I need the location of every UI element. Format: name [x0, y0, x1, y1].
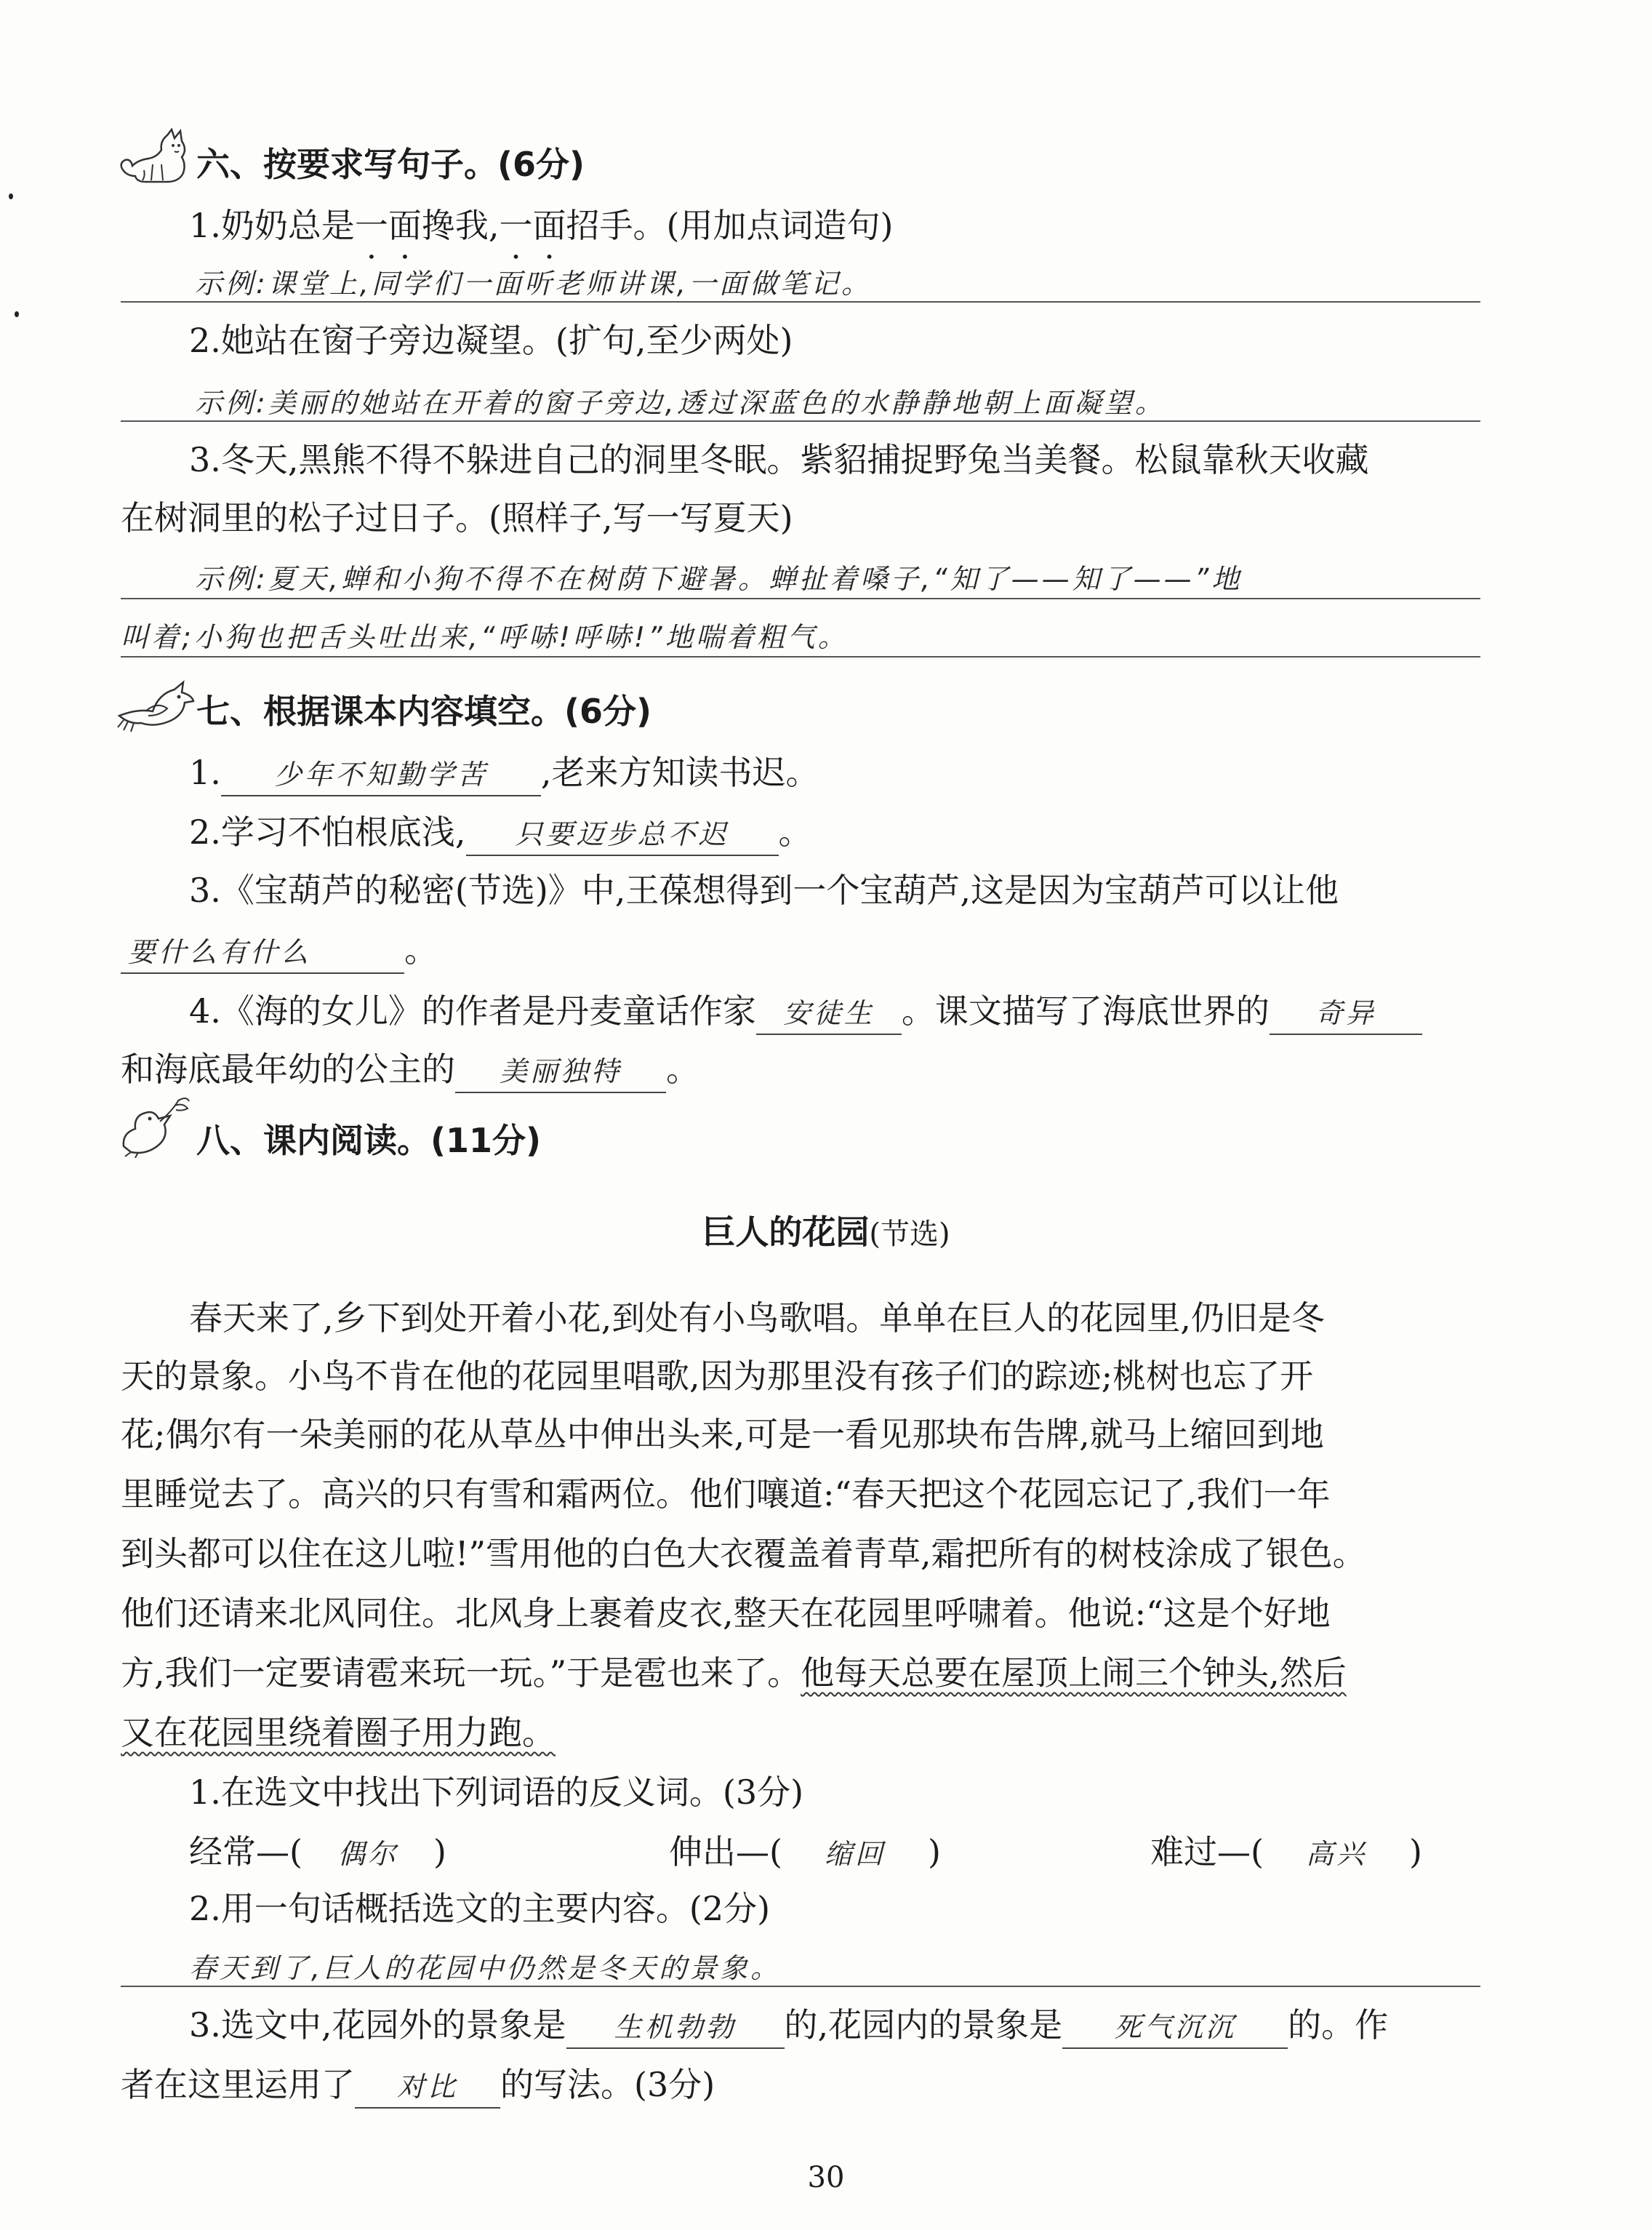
answer-line [121, 656, 1480, 658]
s6-q1: 1.奶奶总是一面搀我,一面招手。(用加点词造句) [189, 206, 894, 245]
s7-q4-line2: 和海底最年幼的公主的 美丽独特 。 [121, 1049, 699, 1093]
s8-q1-pair-3: 难过—( 高兴 ) [1150, 1831, 1422, 1874]
s8-q2: 2.用一句话概括选文的主要内容。(2分) [189, 1889, 771, 1928]
passage-line-4: 里睡觉去了。高兴的只有雪和霜两位。他们嚷道:“春天把这个花园忘记了,我们一年 [121, 1474, 1331, 1514]
s6-q2-answer: 示例:美丽的她站在开着的窗子旁边,透过深蓝色的水静静地朝上面凝望。 [195, 387, 1166, 419]
s8-q1: 1.在选文中找出下列词语的反义词。(3分) [189, 1773, 804, 1812]
passage-line-2: 天的景象。小鸟不肯在他的花园里唱歌,因为那里没有孩子们的踪迹;桃树也忘了开 [121, 1356, 1314, 1396]
passage-line-7: 方,我们一定要请雹来玩一玩。”于是雹也来了。他每天总要在屋顶上闹三个钟头,然后 [121, 1653, 1347, 1693]
antonym-answer-1: 偶尔 [337, 1838, 398, 1870]
section-7-heading: 七、根据课本内容填空。(6分) [196, 692, 652, 731]
answer-line [121, 420, 1480, 422]
bird-with-flower-icon [116, 1095, 192, 1158]
s8-q3-line1: 3.选文中,花园外的景象是 生机勃勃 的,花园内的景象是 死气沉沉 的。作 [189, 2005, 1388, 2049]
s8-q3-answer-1: 生机勃勃 [614, 2011, 737, 2043]
s8-q1-pair-1: 经常—( 偶尔 ) [189, 1831, 446, 1874]
s7-q4-answer-3: 美丽独特 [499, 1055, 622, 1087]
passage-title: 巨人的花园(节选) [702, 1212, 950, 1252]
s6-q3-answer-1: 示例:夏天,蝉和小狗不得不在树荫下避暑。蝉扯着嗓子,“知了——知了——”地 [195, 563, 1243, 595]
answer-line [121, 301, 1480, 303]
answer-line [121, 598, 1480, 599]
s8-q1-pair-2: 伸出—( 缩回 ) [669, 1831, 941, 1874]
s7-q1-answer: 少年不知勤学苦 [273, 759, 488, 791]
section-8-heading: 八、课内阅读。(11分) [196, 1121, 542, 1160]
s7-q3-line2: 要什么有什么 。 [121, 930, 438, 974]
s7-q4-line1: 4.《海的女儿》的作者是丹麦童话作家 安徒生 。课文描写了海底世界的 奇异 [189, 991, 1422, 1035]
antonym-answer-2: 缩回 [824, 1838, 886, 1870]
passage-line-3: 花;偶尔有一朵美丽的花从草丛中伸出头来,可是一看见那块布告牌,就马上缩回到地 [121, 1415, 1324, 1454]
section-6-heading: 六、按要求写句子。(6分) [196, 145, 585, 184]
s6-q2: 2.她站在窗子旁边凝望。(扩句,至少两处) [189, 321, 793, 360]
passage-line-8 [121, 1712, 556, 1753]
wavy-underlined-sentence: 他每天总要在屋顶上闹三个钟头,然后 [801, 1653, 1347, 1693]
bird-icon [116, 679, 196, 735]
wavy-underlined-sentence: 又在花园里绕着圈子用力跑。 [121, 1713, 556, 1752]
s8-q3-answer-2: 死气沉沉 [1114, 2011, 1237, 2043]
scan-speck [15, 311, 19, 317]
s8-q2-answer: 春天到了,巨人的花园中仍然是冬天的景象。 [189, 1952, 782, 1984]
s6-q3-answer-2: 叫着;小狗也把舌头吐出来,“呼哧!呼哧!”地喘着粗气。 [121, 621, 849, 653]
s7-q4-answer-2: 奇异 [1315, 997, 1376, 1029]
s6-q1-answer: 示例:课堂上,同学们一面听老师讲课,一面做笔记。 [195, 268, 872, 300]
s7-q3-line1: 3.《宝葫芦的秘密(节选)》中,王葆想得到一个宝葫芦,这是因为宝葫芦可以让他 [189, 871, 1339, 910]
passage-line-5: 到头都可以住在这儿啦!”雪用他的白色大衣覆盖着青草,霜把所有的树枝涂成了银色。 [121, 1534, 1366, 1573]
passage-line-6: 他们还请来北风同住。北风身上裹着皮衣,整天在花园里呼啸着。他说:“这是个好地 [121, 1594, 1331, 1633]
answer-line [121, 1986, 1480, 1987]
antonym-answer-3: 高兴 [1305, 1838, 1367, 1870]
passage-line-1: 春天来了,乡下到处开着小花,到处有小鸟歌唱。单单在巨人的花园里,仍旧是冬 [189, 1298, 1325, 1338]
s7-q2-answer: 只要迈步总不迟 [515, 818, 729, 850]
s7-q4-answer-1: 安徒生 [782, 997, 875, 1029]
s6-q3-line1: 3.冬天,黑熊不得不躲进自己的洞里冬眠。紫貂捕捉野兔当美餐。松鼠靠秋天收藏 [189, 440, 1369, 479]
cat-icon [116, 128, 195, 186]
s8-q3-line2: 者在这里运用了 对比 的写法。(3分) [121, 2064, 715, 2109]
s7-q3-answer: 要什么有什么 [128, 936, 312, 968]
s8-q3-answer-3: 对比 [396, 2071, 458, 2103]
s7-q2: 2.学习不怕根底浅, 只要迈步总不迟 。 [189, 812, 812, 856]
s6-q3-line2: 在树洞里的松子过日子。(照样子,写一写夏天) [121, 498, 793, 537]
s7-q1: 1. 少年不知勤学苦 ,老来方知读书迟。 [189, 752, 819, 796]
page-number: 30 [807, 2161, 845, 2194]
scan-speck [9, 193, 13, 199]
